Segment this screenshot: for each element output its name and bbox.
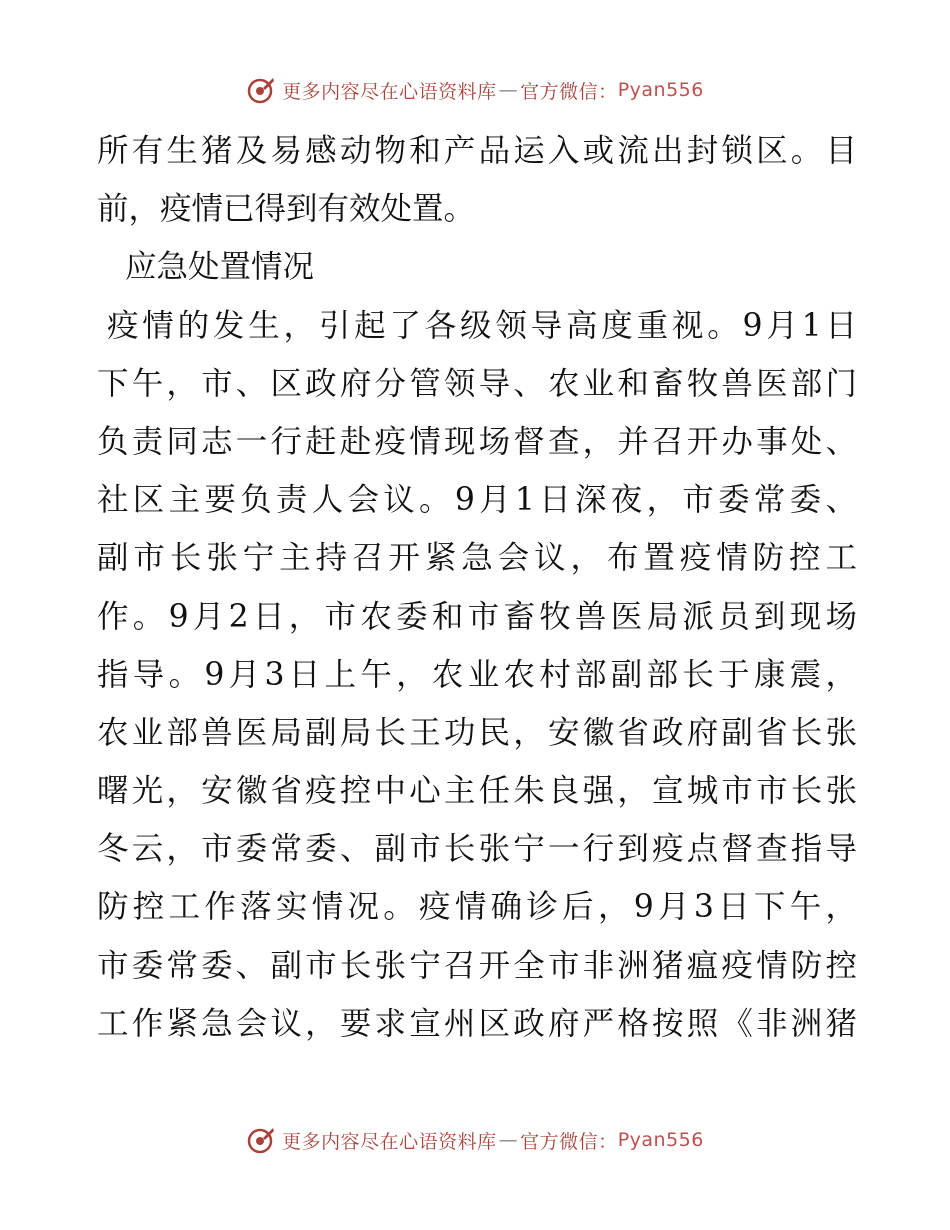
text-line: 前，疫情已得到有效处置。	[97, 191, 476, 228]
header-banner	[0, 70, 950, 110]
text-line: 副市长张宁主持召开紧急会议，布置疫情防控工	[97, 540, 857, 577]
text-line: 市委常委、副市长张宁召开全市非洲猪瘟疫情防控	[97, 947, 857, 984]
banner-wechat-id: Pyan556	[617, 79, 704, 101]
footer-banner	[0, 1120, 950, 1160]
text-line: 防控工作落实情况。疫情确诊后，9月3日下午，	[97, 889, 857, 926]
text-line: 指导。9月3日上午，农业农村部副部长于康震，	[97, 656, 857, 693]
text-line: 负责同志一行赶赴疫情现场督查，并召开办事处、	[97, 423, 857, 460]
text-line: 农业部兽医局副局长王功民，安徽省政府副省长张	[97, 714, 857, 751]
text-line: 下午，市、区政府分管领导、农业和畜牧兽医部门	[97, 365, 857, 402]
text-line: 作。9月2日，市农委和市畜牧兽医局派员到现场	[97, 598, 857, 635]
banner-separator: —	[498, 1129, 519, 1151]
banner-separator: —	[498, 79, 519, 101]
text-line: 曙光，安徽省疫控中心主任朱良强，宣城市市长张	[97, 773, 857, 810]
banner-text: 更多内容尽在心语资料库	[282, 80, 497, 103]
logo-icon	[246, 76, 276, 104]
text-line: 工作紧急会议，要求宣州区政府严格按照《非洲猪	[97, 1005, 857, 1042]
section-heading: 应急处置情况	[125, 249, 315, 286]
text-line: 疫情的发生，引起了各级领导高度重视。9月1日	[107, 307, 857, 344]
text-line: 社区主要负责人会议。9月1日深夜，市委常委、	[97, 482, 857, 519]
text-line: 冬云，市委常委、副市长张宁一行到疫点督查指导	[97, 831, 857, 868]
banner-wechat-label: 官方微信：	[520, 1130, 618, 1153]
banner-wechat-id: Pyan556	[617, 1129, 704, 1151]
banner-text: 更多内容尽在心语资料库	[282, 1130, 497, 1153]
text-line: 所有生猪及易感动物和产品运入或流出封锁区。目	[97, 133, 857, 169]
banner-wechat-label: 官方微信：	[520, 80, 618, 103]
logo-icon	[246, 1126, 276, 1154]
document-body	[97, 122, 857, 1053]
